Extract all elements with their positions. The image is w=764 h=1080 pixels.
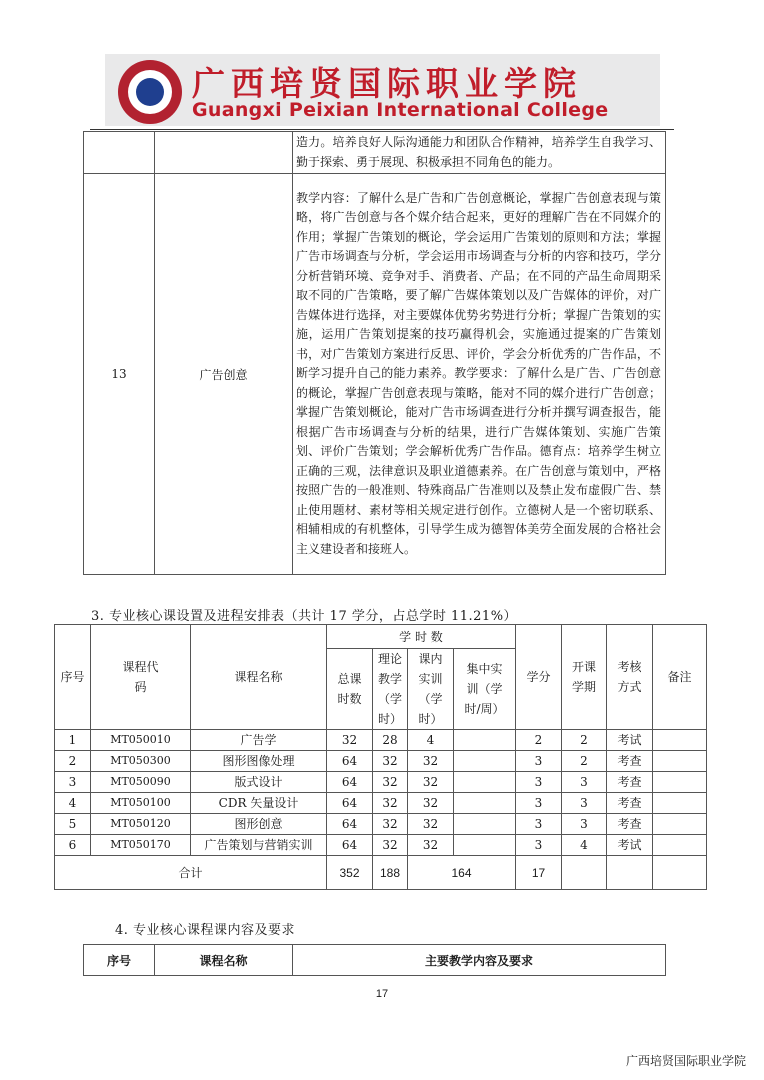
- header-intensive: 集中实训（学时/周）: [454, 649, 516, 730]
- cell-theory: 32: [373, 814, 408, 835]
- cell-remark: [653, 793, 707, 814]
- header-name: 课程名称: [191, 625, 327, 730]
- cell-name: 图形图像处理: [191, 751, 327, 772]
- header-name: 课程名称: [155, 945, 293, 976]
- cell-practice: 32: [408, 751, 454, 772]
- cell-term: 3: [562, 793, 607, 814]
- cell-theory: 28: [373, 730, 408, 751]
- header-row: [55, 625, 707, 649]
- cell-name: 广告学: [191, 730, 327, 751]
- cell-remark: [653, 814, 707, 835]
- header-row: [84, 945, 666, 976]
- cell-code: MT050120: [91, 814, 191, 835]
- cell-intensive: [454, 772, 516, 793]
- cell-total: 32: [327, 730, 373, 751]
- cell-term: 2: [562, 730, 607, 751]
- cell-code: MT050170: [91, 835, 191, 856]
- header-term: 开课学期: [562, 625, 607, 730]
- cell-practice: 32: [408, 814, 454, 835]
- header-no: 序号: [84, 945, 155, 976]
- header-remark: 备注: [653, 625, 707, 730]
- cell-code: MT050010: [91, 730, 191, 751]
- header-practice: 课内实训（学时）: [408, 649, 454, 730]
- total-hours: 352: [327, 856, 373, 890]
- cell-remark: [653, 751, 707, 772]
- cell-exam: 考查: [607, 793, 653, 814]
- cell-intensive: [454, 814, 516, 835]
- cell-theory: 32: [373, 772, 408, 793]
- header-code: 课程代码: [91, 625, 191, 730]
- cell-name: 图形创意: [191, 814, 327, 835]
- cell-exam: 考试: [607, 835, 653, 856]
- cell-no: 3: [55, 772, 91, 793]
- cell-credit: 3: [516, 793, 562, 814]
- course-content-cell: 造力。培养良好人际沟通能力和团队合作精神，培养学生自我学习、勤于探索、勇于展现、积极承担不同角色的能力。: [293, 132, 666, 174]
- table-row: [55, 814, 707, 835]
- cell-term: 3: [562, 772, 607, 793]
- cell-credit: 3: [516, 814, 562, 835]
- cell-exam: 考试: [607, 730, 653, 751]
- core-course-content-table: [83, 944, 666, 976]
- cell-no: 5: [55, 814, 91, 835]
- cell-exam: 考查: [607, 751, 653, 772]
- total-row: [55, 856, 707, 890]
- header-total: 总课时数: [327, 649, 373, 730]
- cell-intensive: [454, 793, 516, 814]
- cell-name: 版式设计: [191, 772, 327, 793]
- header-theory: 理论教学（学时）: [373, 649, 408, 730]
- course-content-cell: 教学内容：了解什么是广告和广告创意概论，掌握广告创意表现与策略，将广告创意与各个媒介结合起来，更好的理解广告在不同媒介的作用；掌握广告策划的概论，学会运用广告策划的原则和方法；掌握广告市场调查与分析，学会运用市场调查与分析的内容和技巧，学分分析营销环境、竞争对手、消费者、产品；在不同的产品生命周期采取不同的广告策略，要了解广告媒体策划以及广告媒体的评价，对广告媒体进行选择，对主要媒体优势劣势进行分析；掌握广告策划的实施，运用广告策划提案的技巧赢得机会，实施通过提案的广告策划书，对广告策划方案进行反思、评价，学会分析优秀的广告作品，不断学习提升自己的能力素养。教学要求：了解什么是广告、广告创意的概论，掌握广告创意表现与策略，能对不同的媒介进行广告创意；掌握广告策划概论，能对广告市场调查进行分析并撰写调查报告，能根据广告市场调查与分析的结果，进行广告媒体策划、实施广告策划、评价广告策划；学会解析优秀广告作品。德育点：培养学生树立正确的三观，法律意识及职业道德素养。在广告创意与策划中，严格按照广告的一般准则、特殊商品广告准则以及禁止发布虚假广告、禁止使用题材、素材等相关规定进行创作。立德树人是一个密切联系、相辅相成的有机整体，引导学生成为德智体美劳全面发展的合格社会主义建设者和接班人。: [293, 174, 666, 575]
- cell-code: MT050090: [91, 772, 191, 793]
- footer-college-name: 广西培贤国际职业学院: [625, 1054, 746, 1068]
- course-number: 13: [84, 174, 155, 575]
- cell-intensive: [454, 730, 516, 751]
- table-row: [55, 793, 707, 814]
- cell-total: 64: [327, 835, 373, 856]
- cell-intensive: [454, 751, 516, 772]
- course-content-table-continued: [83, 131, 666, 575]
- page-number: 17: [375, 988, 389, 1000]
- table-row: [84, 132, 666, 174]
- cell-theory: 32: [373, 835, 408, 856]
- header-no: 序号: [55, 625, 91, 730]
- cell-exam: 考查: [607, 814, 653, 835]
- header-credit: 学分: [516, 625, 562, 730]
- header-rule: [90, 129, 674, 130]
- cell-theory: 32: [373, 751, 408, 772]
- cell-intensive: [454, 835, 516, 856]
- cell-total: 64: [327, 814, 373, 835]
- cell-no: 1: [55, 730, 91, 751]
- cell-total: 64: [327, 751, 373, 772]
- college-logo: [118, 60, 182, 124]
- course-name: 广告创意: [155, 174, 293, 575]
- cell-credit: 3: [516, 835, 562, 856]
- cell-name: CDR 矢量设计: [191, 793, 327, 814]
- cell-practice: 32: [408, 772, 454, 793]
- cell-term: 4: [562, 835, 607, 856]
- total-theory: 188: [373, 856, 408, 890]
- cell-term: 2: [562, 751, 607, 772]
- header-exam: 考核方式: [607, 625, 653, 730]
- cell-practice: 32: [408, 793, 454, 814]
- table-row: [55, 730, 707, 751]
- cell-credit: 2: [516, 730, 562, 751]
- cell-practice: 32: [408, 835, 454, 856]
- header-content: 主要教学内容及要求: [293, 945, 666, 976]
- cell-theory: 32: [373, 793, 408, 814]
- college-name-cn: 广西培贤国际职业学院: [192, 64, 582, 103]
- cell-total: 64: [327, 772, 373, 793]
- total-label: 合计: [55, 856, 327, 890]
- cell-name: 广告策划与营销实训: [191, 835, 327, 856]
- table-row: [55, 751, 707, 772]
- cell-code: MT050100: [91, 793, 191, 814]
- total-practice: 164: [408, 856, 516, 890]
- cell-remark: [653, 835, 707, 856]
- cell-term: 3: [562, 814, 607, 835]
- cell-practice: 4: [408, 730, 454, 751]
- table-row: [84, 174, 666, 575]
- cell-exam: 考查: [607, 772, 653, 793]
- cell-credit: 3: [516, 751, 562, 772]
- table-row: [55, 835, 707, 856]
- cell-credit: 3: [516, 772, 562, 793]
- section-3-heading: 3. 专业核心课设置及进程安排表（共计 17 学分，占总学时 11.21%）: [91, 609, 518, 624]
- section-4-heading: 4. 专业核心课程课内容及要求: [115, 923, 296, 938]
- cell-code: MT050300: [91, 751, 191, 772]
- cell-total: 64: [327, 793, 373, 814]
- college-name-en: Guangxi Peixian International College: [192, 99, 609, 121]
- header-hours-group: 学 时 数: [327, 625, 516, 649]
- core-course-schedule-table: [54, 624, 707, 890]
- table-row: [55, 772, 707, 793]
- total-credit: 17: [516, 856, 562, 890]
- cell-remark: [653, 730, 707, 751]
- cell-remark: [653, 772, 707, 793]
- cell-no: 2: [55, 751, 91, 772]
- cell-no: 4: [55, 793, 91, 814]
- cell-no: 6: [55, 835, 91, 856]
